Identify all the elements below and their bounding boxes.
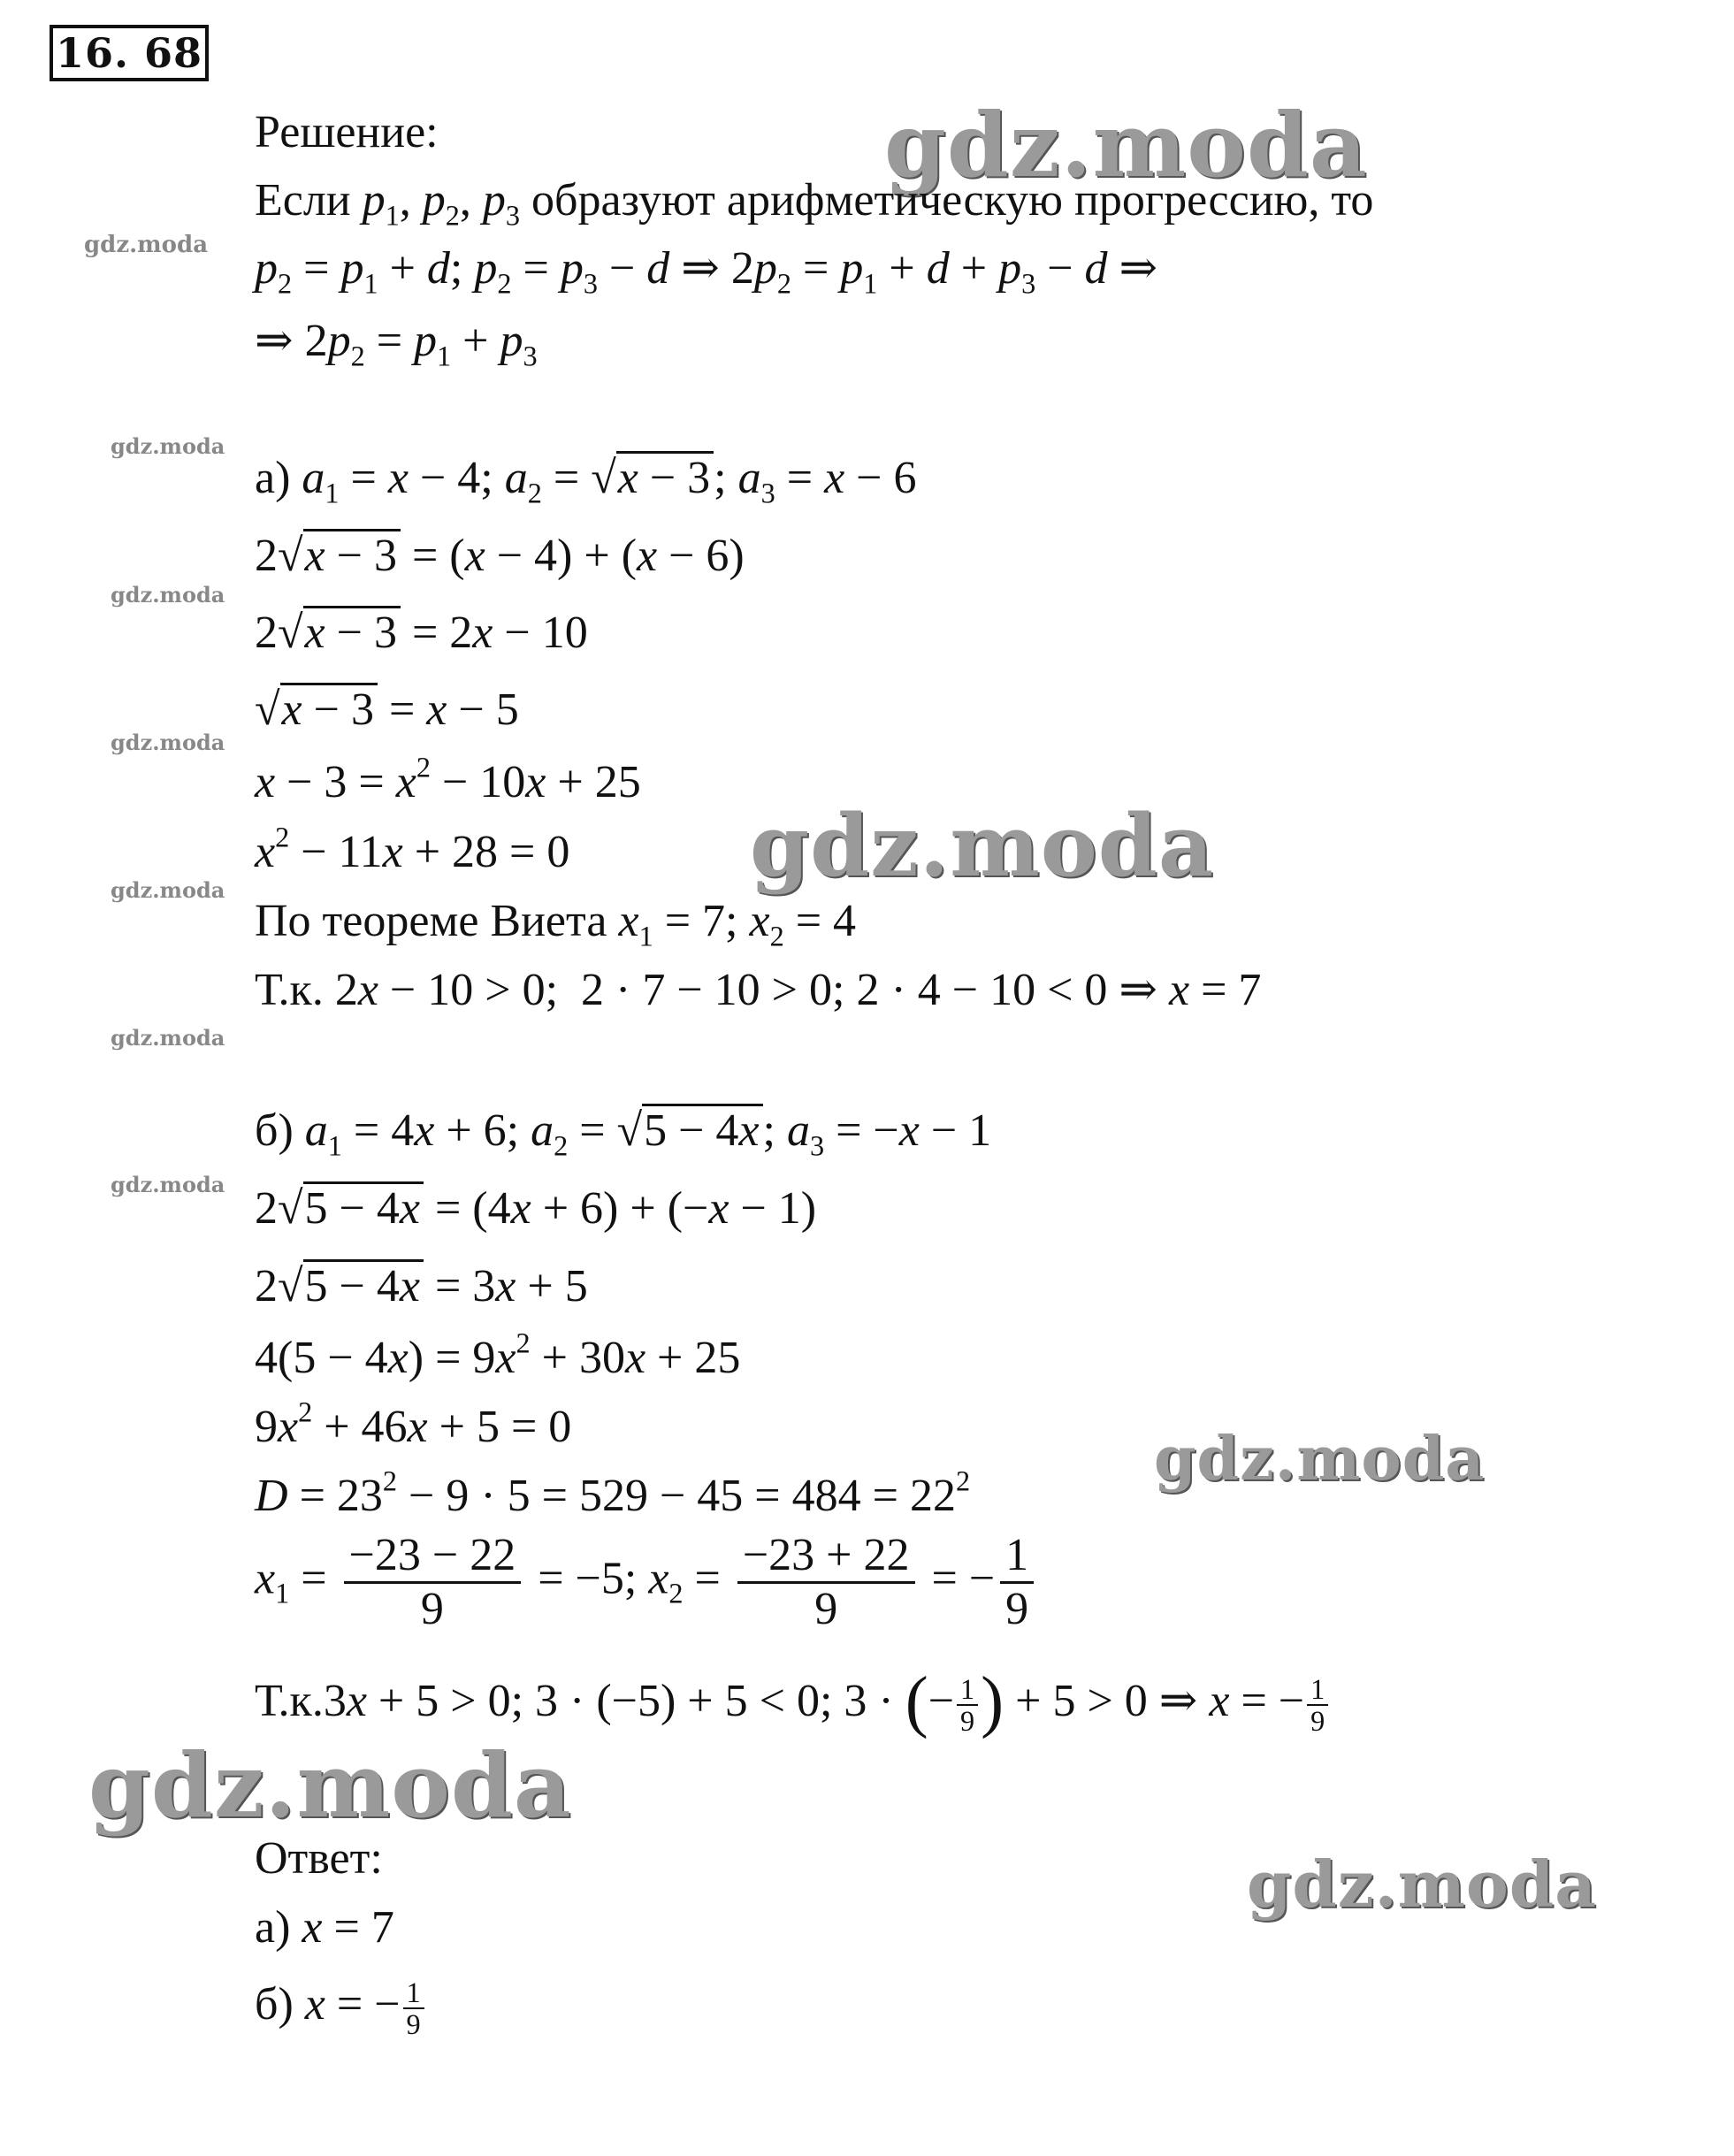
math-line: 2√x − 3 = 2x − 10: [255, 608, 588, 658]
math-line: $x_1$ = $\frac{-23 - 22}{9}$ = −5; $x_2$ = $\frac{-23 + 22}{9}$ = − $\frac{1}{9}$: [255, 1530, 1039, 1635]
watermark-small: gdz.moda: [111, 877, 225, 903]
watermark-logo: gdz.moda: [1247, 1846, 1597, 1922]
answer-b: б) x = − $\frac{1}{9}$: [255, 1977, 427, 2039]
math-line: 2√x − 3 = (x − 4) + (x − 6): [255, 531, 745, 581]
watermark-logo: gdz.moda: [1154, 1424, 1486, 1495]
watermark-logo: gdz.moda: [88, 1733, 572, 1838]
watermark-small: gdz.moda: [111, 1172, 225, 1197]
solution-heading: Решение:: [255, 107, 439, 157]
math-line: √x − 3 = x − 5: [255, 684, 519, 735]
answer-a: а) x = 7: [255, 1902, 394, 1953]
math-line: Т.к.3x + 5 > 0; 3 · (−5) + 5 < 0; 3 · (− $\frac{1}{9}$ ) + 5 > 0 ⇒ x = − $\frac{1}{9}$: [255, 1674, 1331, 1736]
watermark-small: gdz.moda: [111, 1025, 225, 1051]
problem-number: 16. 68: [50, 25, 209, 81]
math-line: Т.к. 2x − 10 > 0; 2 · 7 − 10 > 0; 2 · 4 − 10 < 0 ⇒ x = 7: [255, 965, 1262, 1015]
math-line: По теореме Виета $x_1 = 7$; $x_2 = 4$: [255, 896, 857, 952]
watermark-small: gdz.moda: [111, 730, 225, 755]
math-line: 2√5 − 4x = (4x + 6) + (−x − 1): [255, 1183, 817, 1234]
part-a-condition: а) $a_1 = x - 4$; $a_2 = √x - 3$; $a_3 = x - 6$: [255, 453, 917, 509]
watermark-logo: gdz.moda: [750, 796, 1215, 896]
watermark-small: gdz.moda: [111, 433, 225, 459]
math-line: $D = 23^2 - 9 \cdot 5 = 529 - 45 = 484 = 22^2$: [255, 1464, 971, 1521]
math-line: 2√5 − 4x = 3x + 5: [255, 1261, 588, 1311]
intro-line: Если $p_1$, $p_2$, $p_3$ образуют арифметическую прогрессию, то: [255, 175, 1374, 232]
math-line: $x^2 - 11x + 28 = 0$: [255, 821, 570, 877]
watermark-logo: gdz.moda: [884, 93, 1368, 197]
answer-heading: Ответ:: [255, 1833, 383, 1884]
math-line: $x - 3 = x^2 - 10x + 25$: [255, 751, 641, 807]
math-line: $4(5 - 4x) = 9x^2 + 30x + 25$: [255, 1326, 741, 1383]
math-line: $p_2 = p_1 + d$; $p_2 = p_3 - d$ ⇒ $2p_2 = p_1 + d + p_3 - d$ ⇒: [255, 243, 1158, 300]
watermark-small: gdz.moda: [111, 582, 225, 608]
watermark-small: gdz.moda: [84, 232, 209, 258]
math-line: $9x^2 + 46x + 5 = 0$: [255, 1395, 572, 1452]
math-line: ⇒ $2p_2 = p_1 + p_3$: [255, 316, 538, 372]
part-b-condition: б) $a_1 = 4x + 6$; $a_2 = √5 - 4x$; $a_3 = -x - 1$: [255, 1105, 992, 1162]
